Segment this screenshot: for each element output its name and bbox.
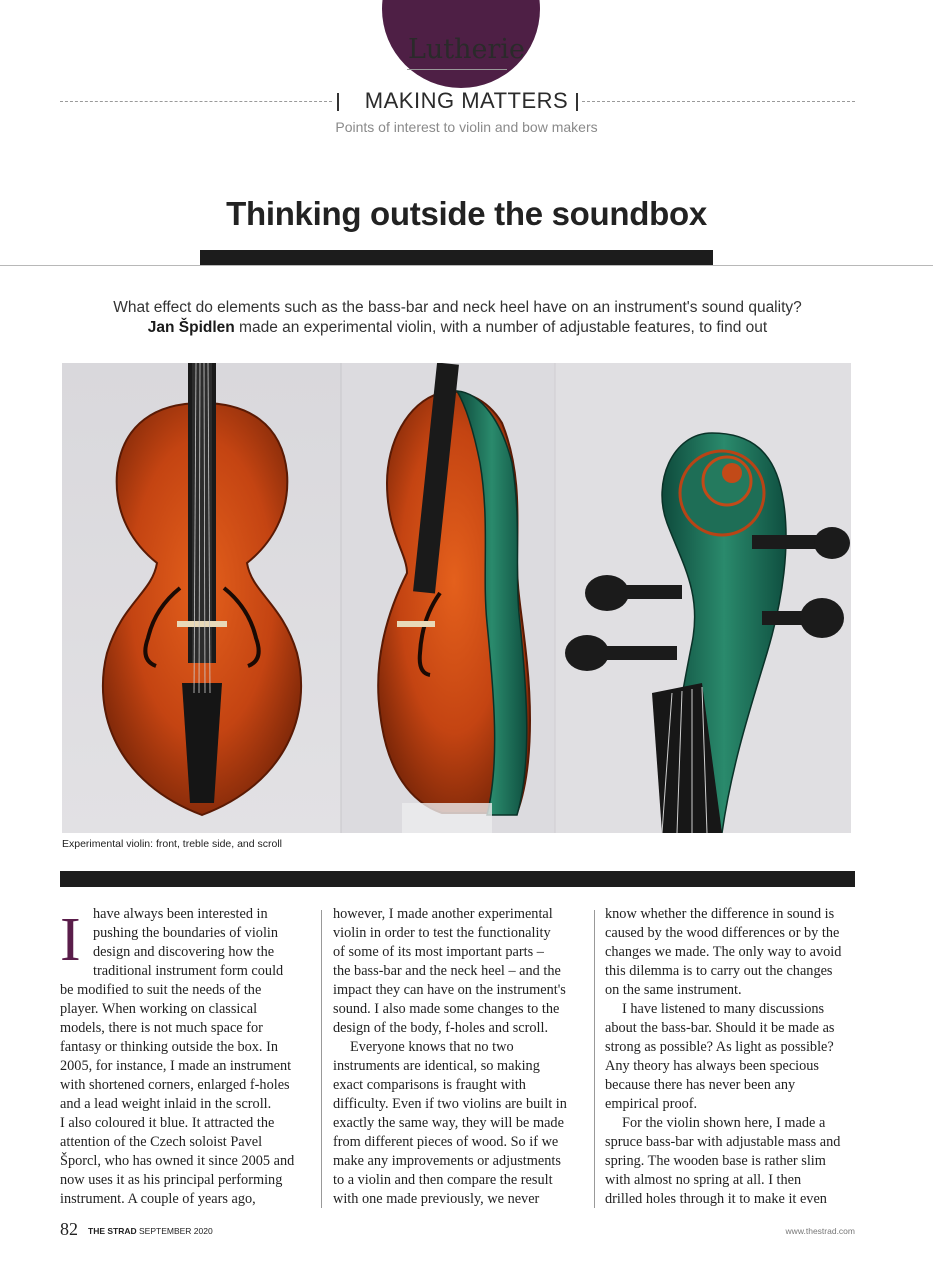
body-line: I also coloured it blue. It attracted the [60,1115,275,1131]
column-divider [321,910,322,1208]
body-line: of some of its most important parts – [333,944,544,960]
series-subtitle: Points of interest to violin and bow makers [335,119,598,135]
body-line: attention of the Czech soloist Pavel [60,1134,263,1150]
body-line: difficulty. Even if two violins are built in [333,1096,567,1112]
title-bar-right [576,93,578,111]
body-line: spruce bass-bar with adjustable mass and [605,1134,841,1150]
body-column-1 [60,905,312,1209]
body-line: violin in order to test the functionality [333,925,551,941]
body-line: the bass-bar and the neck heel – and the [333,963,561,979]
body-line: I have listened to many discussions [622,1001,825,1017]
headline-rule [0,265,933,266]
photo-caption: Experimental violin: front, treble side, and scroll [62,838,283,850]
body-line: impact they can have on the instrument's [333,982,566,998]
body-line: design and discovering how the [93,944,275,960]
column-divider [594,910,595,1208]
body-line: pushing the boundaries of violin [93,925,279,941]
website-url[interactable]: www.thestrad.com [785,1226,855,1236]
body-line: about the bass-bar. Should it be made as [605,1020,835,1036]
page-number: 82 [60,1219,78,1239]
body-line: 2005, for instance, I made an instrument [60,1058,292,1074]
body-line: with one made previously, we never [333,1191,540,1207]
body-column-2 [333,905,583,1209]
body-line: know whether the difference in sound is [605,906,835,922]
body-line: exactly the same way, they will be made [333,1115,564,1131]
body-line: player. When working on classical [60,1001,258,1017]
section-label: Lutherie [407,34,526,65]
body-line: instrument. A couple of years ago, [60,1191,256,1207]
body-line: now uses it as his principal performing [60,1172,283,1188]
body-line: exact comparisons is fraught with [333,1077,526,1093]
magazine-name: THE STRAD [88,1226,137,1236]
drop-cap: I [60,906,81,974]
body-line: instruments are identical, so making [333,1058,540,1074]
body-line: Any theory has always been specious [605,1058,819,1074]
body-line: sound. I also made some changes to the [333,1001,560,1017]
body-line: with almost no spring at all. I then [605,1172,802,1188]
body-line: to a violin and then compare the result [333,1172,553,1188]
body-line: make any improvements or adjustments [333,1153,561,1169]
body-line: on the same instrument. [605,982,742,998]
body-bar [60,871,855,887]
body-line: because there has never been any [605,1077,796,1093]
body-line: with shortened corners, enlarged f-holes [60,1077,290,1093]
standfirst [60,298,855,338]
body-line: models, there is not much space for [60,1020,263,1036]
issue-date: SEPTEMBER 2020 [136,1226,213,1236]
section-underline [407,69,507,70]
series-title: MAKING MATTERS [364,88,569,113]
body-line: from different pieces of wood. So if we [333,1134,559,1150]
body-line: Šporcl, who has owned it since 2005 and [60,1153,295,1169]
body-line: be modified to suit the needs of the [60,982,262,998]
standfirst-line1: What effect do elements such as the bass-bar and neck heel have on an instrument's sound quality? [113,299,802,316]
body-line: spring. The wooden base is rather slim [605,1153,826,1169]
body-line: traditional instrument form could [93,963,284,979]
body-line: have always been interested in [93,906,268,922]
body-line: Everyone knows that no two [350,1039,514,1055]
author-name: Jan Špidlen [147,319,235,336]
headline-bar [200,250,713,265]
body-line: design of the body, f-holes and scroll. [333,1020,549,1036]
magazine-issue [88,1226,213,1236]
article-headline: Thinking outside the soundbox [226,195,707,232]
standfirst-line2: made an experimental violin, with a number of adjustable features, to find out [234,319,768,336]
body-line: and a lead weight inlaid in the scroll. [60,1096,272,1112]
violin-photo [62,363,851,833]
body-column-3 [605,905,855,1209]
body-line: however, I made another experimental [333,906,553,922]
dotted-rule-right [582,101,855,102]
body-line: changes we made. The only way to avoid [605,944,842,960]
body-line: empirical proof. [605,1096,698,1112]
body-line: this dilemma is to carry out the changes [605,963,833,979]
body-line: drilled holes through it to make it even [605,1191,827,1207]
body-line: fantasy or thinking outside the box. In [60,1039,278,1055]
body-line: For the violin shown here, I made a [622,1115,826,1131]
body-line: strong as possible? As light as possible? [605,1039,834,1055]
body-line: caused by the wood differences or by the [605,925,840,941]
